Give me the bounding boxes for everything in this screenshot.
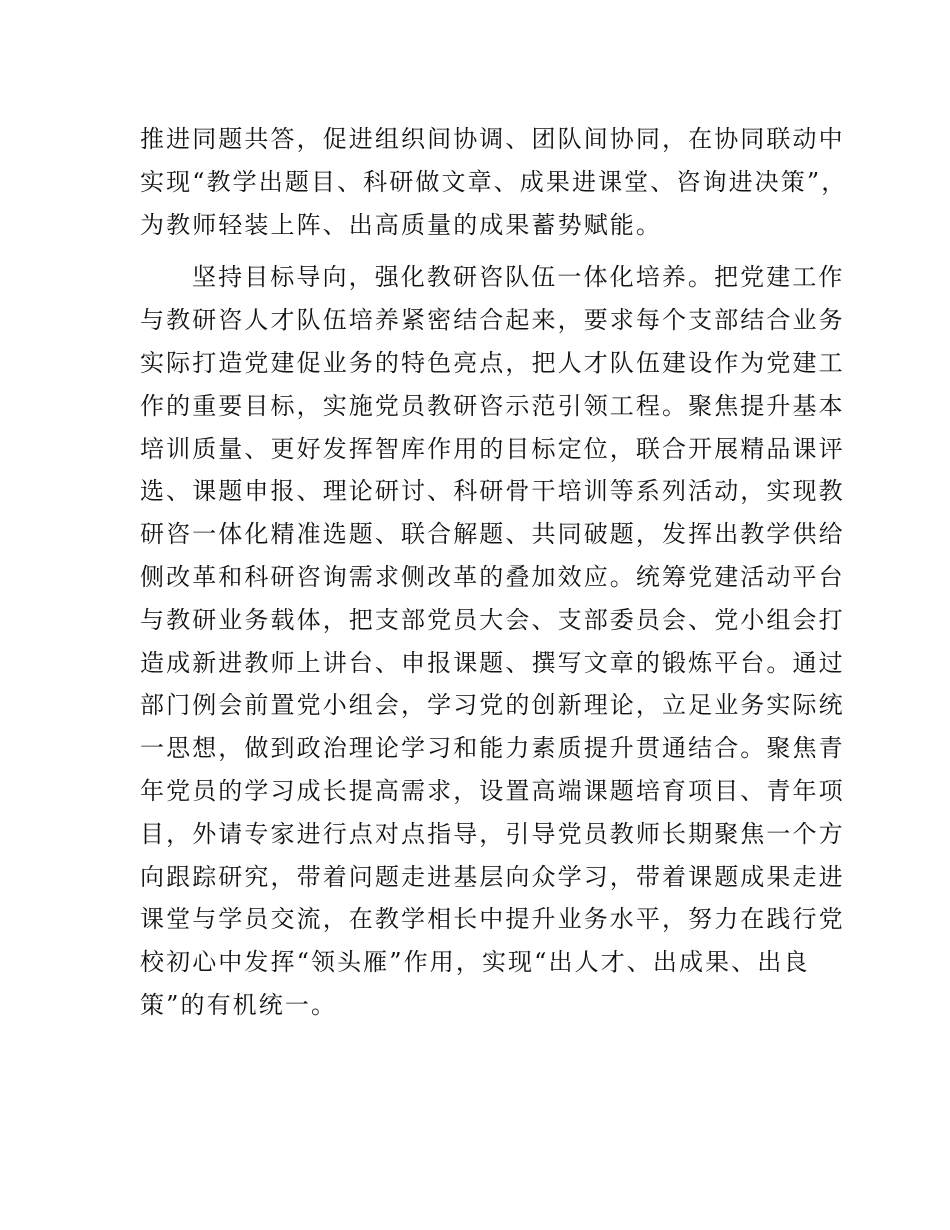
paragraph-2: [140, 256, 845, 1026]
paragraph-line: 年党员的学习成长提高需求，设置高端课题培育项目、青年项: [140, 776, 845, 805]
paragraph-line: 向跟踪研究，带着问题走进基层向众学习，带着课题成果走进: [140, 862, 845, 891]
paragraph-line: 作的重要目标，实施党员教研咨示范引领工程。聚焦提升基本: [140, 391, 845, 420]
paragraph-spacer: [140, 246, 812, 256]
paragraph-line: 坚持目标导向，强化教研咨队伍一体化培养。把党建工作: [192, 263, 845, 292]
paragraph-line: 实现“教学出题目、科研做文章、成果进课堂、咨询进决策”，: [140, 167, 848, 196]
paragraph-line: 实际打造党建促业务的特色亮点，把人才队伍建设作为党建工: [140, 348, 845, 377]
paragraph-line: 推进同题共答，促进组织间协调、团队间协同，在协同联动中: [140, 125, 845, 153]
paragraph-1: [140, 118, 848, 246]
paragraph-line: 培训质量、更好发挥智库作用的目标定位，联合开展精品课评: [140, 434, 845, 463]
paragraph-line: 为教师轻装上阵、出高质量的成果蓄势赋能。: [140, 210, 662, 239]
paragraph-line: 一思想，做到政治理论学习和能力素质提升贯通结合。聚焦青: [140, 734, 845, 763]
paragraph-line: 与教研咨人才队伍培养紧密结合起来，要求每个支部结合业务: [140, 306, 845, 335]
paragraph-line: 目，外请专家进行点对点指导，引导党员教师长期聚焦一个方: [140, 819, 845, 848]
paragraph-line: 部门例会前置党小组会，学习党的创新理论，立足业务实际统: [140, 691, 845, 720]
paragraph-line: 策”的有机统一。: [140, 990, 338, 1019]
paragraph-line: 选、课题申报、理论研讨、科研骨干培训等系列活动，实现教: [140, 477, 845, 506]
paragraph-line: 侧改革和科研咨询需求侧改革的叠加效应。统筹党建活动平台: [140, 562, 845, 591]
document-body: [140, 118, 848, 1027]
paragraph-line: 研咨一体化精准选题、联合解题、共同破题，发挥出教学供给: [140, 520, 845, 549]
paragraph-line: 与教研业务载体，把支部党员大会、支部委员会、党小组会打: [140, 605, 845, 634]
paragraph-line: 课堂与学员交流，在教学相长中提升业务水平，努力在践行党: [140, 905, 845, 934]
paragraph-line: 校初心中发挥“领头雁”作用，实现“出人才、出成果、出良: [140, 948, 810, 977]
paragraph-line: 造成新进教师上讲台、申报课题、撰写文章的锻炼平台。通过: [140, 648, 845, 677]
